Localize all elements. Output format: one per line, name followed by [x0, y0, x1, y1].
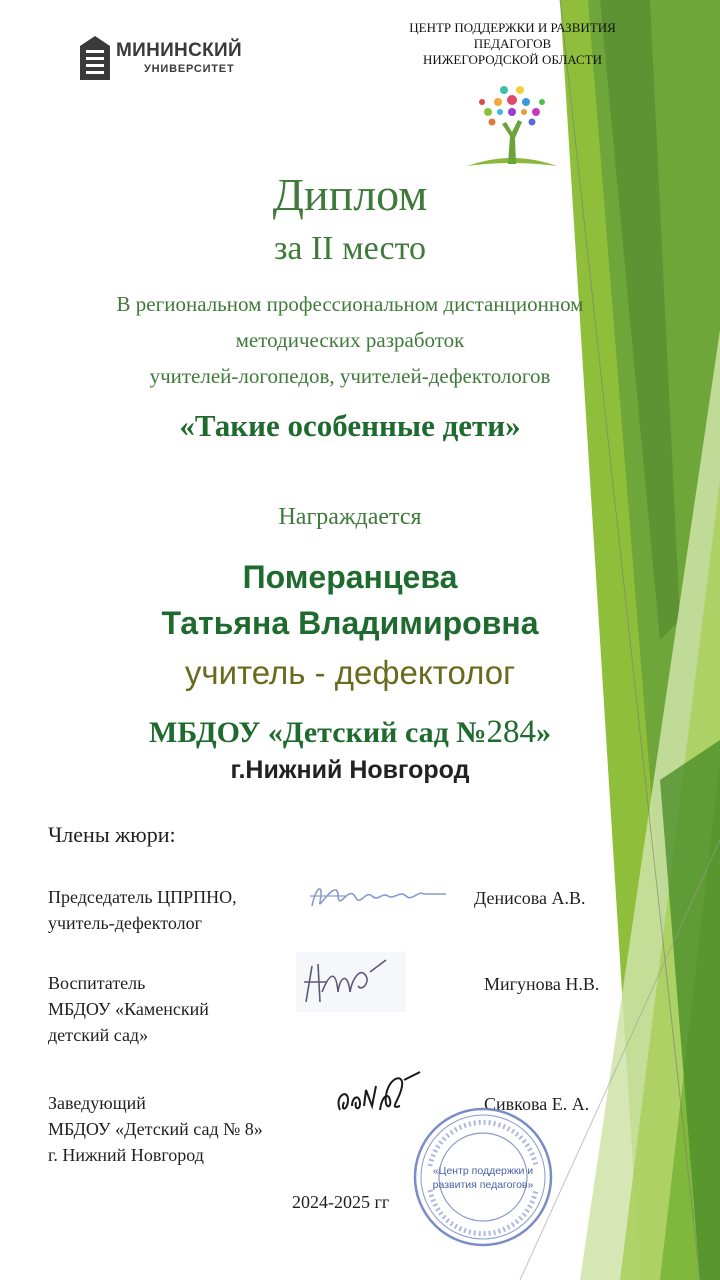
stamp-text-line1: «Центр поддержки и — [432, 1165, 534, 1177]
tree-logo-icon — [462, 80, 562, 172]
recipient-organization — [0, 714, 700, 751]
stamp-text-line2: развития педагогов» — [432, 1179, 534, 1191]
org-line: ЦЕНТР ПОДДЕРЖКИ И РАЗВИТИЯ — [409, 20, 616, 35]
role-line: МБДОУ «Детский сад № 8» — [48, 1119, 263, 1139]
recipient-given-names: Татьяна Владимировна — [161, 605, 539, 641]
role-line: Заведующий — [48, 1093, 146, 1113]
organization-header — [390, 20, 635, 68]
recipient-surname: Померанцева — [242, 559, 458, 595]
role-line: Воспитатель — [48, 973, 146, 993]
jury-heading: Члены жюри: — [48, 822, 176, 847]
logo-line2: УНИВЕРСИТЕТ — [144, 63, 235, 75]
logo-line1: МИНИНСКИЙ — [116, 40, 242, 61]
role-line: детский сад» — [48, 1025, 149, 1045]
contest-description — [0, 286, 700, 394]
org-suffix: » — [535, 716, 551, 749]
jury-member-name: Мигунова Н.В. — [484, 974, 600, 994]
university-building-icon — [80, 36, 110, 80]
description-line: учителей-логопедов, учителей-дефектологов — [149, 364, 551, 388]
role-line: МБДОУ «Каменский — [48, 999, 209, 1019]
org-prefix: МБДОУ «Детский сад № — [149, 716, 487, 749]
awarded-label: Награждается — [278, 504, 422, 530]
org-number: 284 — [486, 714, 536, 750]
jury-member-role — [48, 970, 209, 1048]
description-line: В региональном профессиональном дистанционном — [116, 292, 584, 316]
role-line: Председатель ЦПРПНО, — [48, 887, 237, 907]
academic-year: 2024-2025 гг — [292, 1192, 390, 1212]
signature-migunova — [296, 952, 406, 1012]
org-line: НИЖЕГОРОДСКОЙ ОБЛАСТИ — [422, 52, 603, 67]
contest-title: «Такие особенные дети» — [179, 408, 521, 443]
org-line: ПЕДАГОГОВ — [473, 36, 552, 51]
recipient-name — [0, 554, 700, 646]
recipient-city: г.Нижний Новгород — [230, 756, 470, 784]
role-line: учитель-дефектолог — [48, 913, 203, 933]
jury-member-name: Денисова А.В. — [474, 888, 586, 908]
organization-stamp — [412, 1106, 554, 1248]
recipient-position: учитель - дефектолог — [184, 654, 516, 691]
award-place: за II место — [273, 230, 427, 267]
jury-member-role — [48, 884, 237, 936]
role-line: г. Нижний Новгород — [48, 1145, 204, 1165]
university-logo — [80, 36, 270, 84]
description-line: методических разработок — [235, 328, 465, 352]
jury-member-role — [48, 1090, 263, 1168]
diploma-title: Диплом — [272, 169, 428, 220]
jury-member-name: Сивкова Е. А. — [484, 1094, 590, 1114]
signature-denisova — [306, 876, 456, 916]
